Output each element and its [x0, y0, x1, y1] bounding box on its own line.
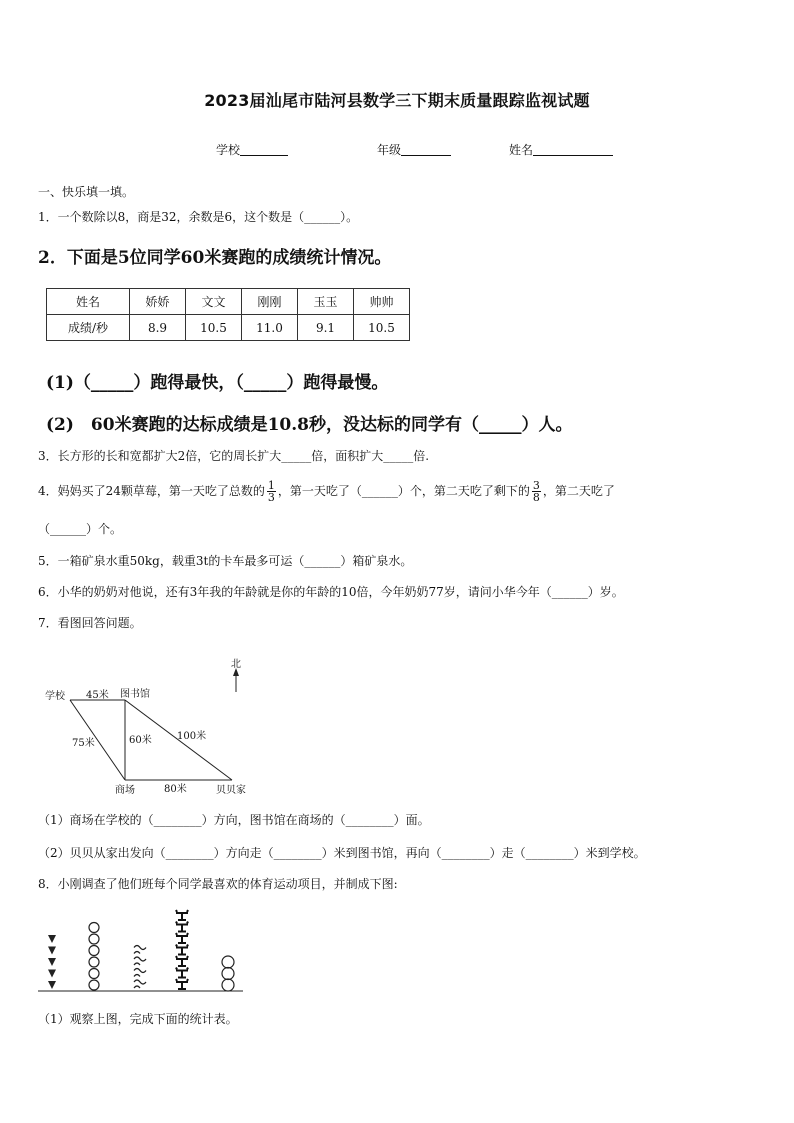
section-heading: 一、快乐填一填。: [38, 185, 135, 199]
name-label: 姓名: [509, 143, 534, 157]
table-cell: 姓名: [47, 289, 130, 315]
distance-school-library: 45米: [86, 690, 109, 701]
question-8-part-1: （1）观察上图，完成下面的统计表。: [38, 1012, 238, 1026]
question-4-continued: （______）个。: [38, 522, 123, 536]
mall-label: 商场: [115, 785, 135, 796]
wave-icon: [134, 969, 146, 977]
shuttlecock-icon: [48, 947, 56, 955]
ball-icon: [89, 923, 99, 933]
question-4-text-b: ，第一天吃了（______）个，第二天吃了剩下的: [277, 484, 530, 498]
grade-blank[interactable]: [401, 143, 451, 156]
runner-icon: [176, 979, 188, 989]
disc-icon: [222, 979, 234, 991]
distance-school-mall: 75米: [72, 738, 95, 749]
table-cell: 帅帅: [354, 289, 410, 315]
distance-mall-home: 80米: [164, 784, 187, 795]
shuttlecock-icon: [48, 981, 56, 989]
fraction-three-eighths: $\frac{3}{8}$: [532, 479, 540, 504]
shuttlecock-icon: [48, 970, 56, 978]
question-1: 1．一个数除以8，商是32，余数是6，这个数是（______）。: [38, 210, 359, 224]
school-blank[interactable]: [240, 143, 288, 156]
question-2-part-1: (1)（_____）跑得最快，（_____）跑得最慢。: [46, 373, 389, 393]
question-4: [38, 476, 615, 506]
grade-label: 年级: [377, 143, 402, 157]
table-cell: 8.9: [130, 315, 186, 341]
table-cell: 成绩/秒: [47, 315, 130, 341]
page-title: 2023届汕尾市陆河县数学三下期末质量跟踪监视试题: [204, 91, 590, 110]
runner-icon: [176, 910, 188, 920]
question-2-intro: 2．下面是5位同学60米赛跑的成绩统计情况。: [38, 248, 392, 268]
runner-icon: [176, 922, 188, 932]
question-8: 8．小刚调查了他们班每个同学最喜欢的体育运动项目，并制成下图:: [38, 877, 398, 891]
table-cell: 刚刚: [242, 289, 298, 315]
table-cell: 玉玉: [298, 289, 354, 315]
shuttlecock-icon: [48, 935, 56, 943]
pictograph-column-wave: [134, 946, 146, 989]
table-cell: 10.5: [186, 315, 242, 341]
question-2-part-2: (2) 60米赛跑的达标成绩是10.8秒，没达标的同学有（_____）人。: [46, 415, 573, 435]
location-map: [0, 650, 794, 800]
runner-icon: [176, 945, 188, 955]
school-field: [216, 141, 288, 158]
grade-field: [377, 141, 451, 158]
disc-icon: [222, 956, 234, 968]
fraction-one-third: $\frac{1}{3}$: [267, 479, 275, 504]
question-4-text-a: 4．妈妈买了24颗草莓，第一天吃了总数的: [38, 484, 265, 498]
question-3: 3．长方形的长和宽都扩大2倍，它的周长扩大_____倍，面积扩大_____倍.: [38, 449, 430, 463]
wave-icon: [134, 957, 146, 965]
question-4-text-c: ，第二天吃了: [542, 484, 615, 498]
runner-icon: [176, 956, 188, 966]
runner-icon: [176, 933, 188, 943]
school-label: 学校: [216, 143, 241, 157]
runner-icon: [176, 968, 188, 978]
pictograph-column-runner: [176, 910, 188, 989]
shuttlecock-icon: [48, 958, 56, 966]
pictograph-column-ball: [89, 923, 99, 991]
table-cell: 文文: [186, 289, 242, 315]
sports-pictograph: [0, 895, 794, 1000]
home-label: 贝贝家: [216, 785, 246, 796]
distance-library-home: 100米: [177, 731, 207, 742]
score-table: [46, 288, 410, 341]
distance-library-mall: 60米: [129, 735, 152, 746]
table-header-row: [47, 289, 410, 315]
table-cell: 娇娇: [130, 289, 186, 315]
question-5: 5．一箱矿泉水重50kg，载重3t的卡车最多可运（______）箱矿泉水。: [38, 554, 413, 568]
library-label: 图书馆: [120, 689, 150, 700]
table-row: [47, 315, 410, 341]
table-cell: 11.0: [242, 315, 298, 341]
ball-icon: [89, 969, 99, 979]
wave-icon: [134, 946, 146, 954]
table-cell: 9.1: [298, 315, 354, 341]
north-label: 北: [231, 659, 241, 670]
name-blank[interactable]: [533, 143, 613, 156]
pictograph-column-shuttlecock: [48, 935, 56, 989]
table-cell: 10.5: [354, 315, 410, 341]
question-7-part-1: （1）商场在学校的（________）方向，图书馆在商场的（________）面。: [38, 813, 430, 827]
ball-icon: [89, 946, 99, 956]
question-7: 7．看图回答问题。: [38, 616, 142, 630]
ball-icon: [89, 934, 99, 944]
name-field: [509, 141, 613, 158]
wave-icon: [134, 980, 146, 988]
ball-icon: [89, 980, 99, 990]
disc-icon: [222, 968, 234, 980]
question-6: 6．小华的奶奶对他说，还有3年我的年龄就是你的年龄的10倍，今年奶奶77岁，请问小华今年（______）岁。: [38, 585, 624, 599]
question-7-part-2: （2）贝贝从家出发向（________）方向走（________）米到图书馆，再向（________）走（________）米到学校。: [38, 846, 646, 860]
ball-icon: [89, 957, 99, 967]
pictograph-column-disc: [222, 956, 234, 991]
school-label: 学校: [45, 691, 65, 702]
